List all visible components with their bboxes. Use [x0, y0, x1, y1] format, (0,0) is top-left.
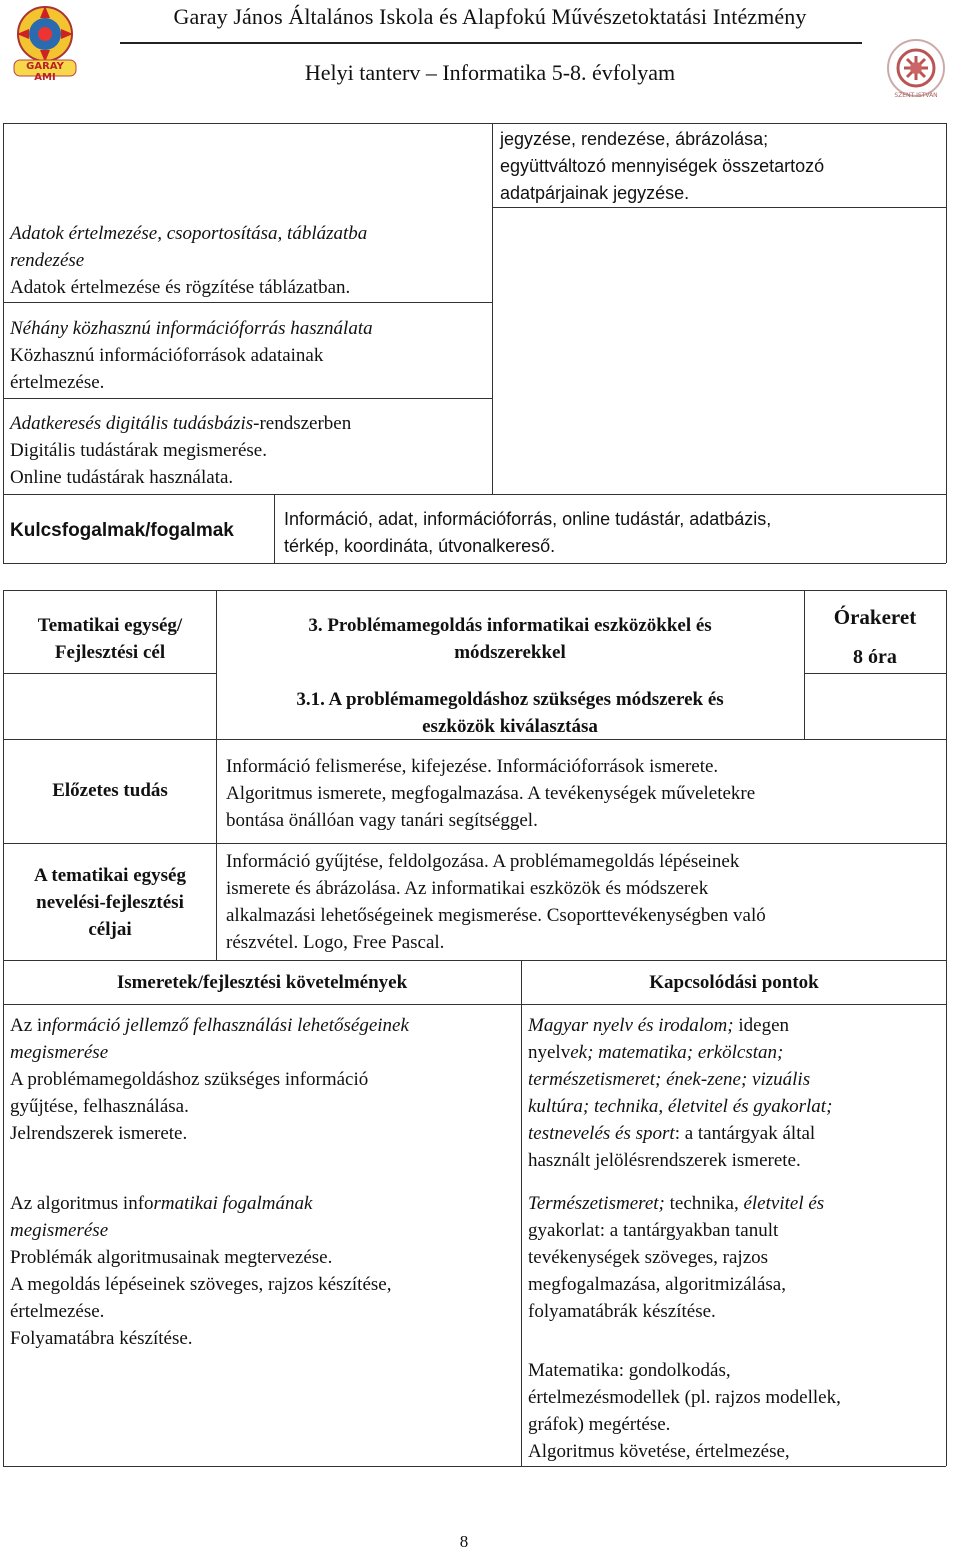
table2-hours-divider [804, 590, 805, 739]
conn-line: Matematika: gondolkodás, [528, 1360, 731, 1381]
conn-plain: nyelv [528, 1042, 571, 1063]
item-digital-search [10, 410, 488, 491]
table1-row-divider-2 [3, 398, 492, 399]
item-title [10, 410, 488, 437]
continuation-line: adatpárjainak jegyzése. [500, 183, 690, 203]
sub-theme-line: 3.1. A problémamegoldáshoz szükséges módszerek és [296, 689, 724, 710]
connections-header: Kapcsolódási pontok [649, 972, 819, 993]
conn-line [528, 1190, 944, 1217]
conn-line [528, 1012, 944, 1039]
page-number: 8 [459, 1532, 469, 1551]
conn-italic: Magyar nyelv és irodalom; [528, 1015, 734, 1036]
header-rule [120, 42, 862, 44]
prior-knowledge-text [226, 753, 942, 834]
conn-italic: életvitel és [743, 1193, 825, 1214]
prior-line: Információ felismerése, kifejezése. Információforrások ismerete. [226, 756, 719, 777]
table1-right-border [946, 123, 947, 563]
req-title-italic: nformáció jellemző felhasználási lehetőségeinek [42, 1015, 409, 1036]
req-title [10, 1012, 518, 1039]
table2-right-border [946, 590, 947, 1466]
table2-header-bottom [3, 1004, 946, 1005]
table1-row-divider-3 [3, 494, 946, 495]
req-body-line: Jelrendszerek ismerete. [10, 1123, 188, 1144]
req-body-line: Problémák algoritmusainak megtervezése. [10, 1247, 333, 1268]
conn-line: gráfok) megértése. [528, 1414, 671, 1435]
req-body-line: A problémamegoldáshoz szükséges információ [10, 1069, 369, 1090]
goals-line: ismerete és ábrázolása. Az informatikai eszközök és módszerek [226, 878, 709, 899]
table2-goals-bottom [3, 960, 946, 961]
table1-row-divider-1 [3, 302, 492, 303]
key-concepts-label: Kulcsfogalmak/fogalmak [10, 520, 234, 541]
connections-block-3 [528, 1357, 944, 1465]
item-data-interpretation [10, 220, 488, 301]
conn-line: kultúra; technika, életvitel és gyakorlat; [528, 1096, 833, 1117]
continuation-line: jegyzése, rendezése, ábrázolása; [500, 129, 769, 149]
theme-title-line: 3. Problémamegoldás informatikai eszközökkel és [308, 615, 712, 636]
conn-plain: : a tantárgyak által [674, 1123, 816, 1144]
table2-label-divider [216, 590, 217, 960]
key-concepts-text [284, 506, 944, 560]
conn-line: természetismeret; ének-zene; vizuális [528, 1069, 811, 1090]
req-body-line: értelmezése. [10, 1301, 105, 1322]
item-info-sources [10, 315, 488, 396]
connections-block-2 [528, 1190, 944, 1325]
item-body: Adatok értelmezése és rögzítése táblázatban. [10, 277, 351, 298]
req-title [10, 1190, 518, 1217]
school-logo [10, 4, 80, 83]
curriculum-subtitle: Helyi tanterv – Informatika 5-8. évfolyam [304, 60, 676, 85]
conn-line [528, 1120, 944, 1147]
logo-left-text: GARAY AMI [26, 61, 64, 83]
conn-line: értelmezésmodellek (pl. rajzos modellek, [528, 1387, 841, 1408]
goals-label-line: nevelési-fejlesztési [36, 892, 184, 913]
item-body: Digitális tudástárak megismerése. [10, 440, 267, 461]
conn-line: megfogalmazása, algoritmizálása, [528, 1274, 786, 1295]
conn-line: tevékenységek szöveges, rajzos [528, 1247, 769, 1268]
goals-text [226, 848, 942, 956]
continuation-line: együttváltozó mennyiségek összetartozó [500, 156, 825, 176]
item-title-rest: -rendszerben [253, 413, 352, 434]
goals-label [6, 862, 214, 943]
item-title: rendezése [10, 250, 85, 271]
table2-prior-bottom [3, 843, 946, 844]
conn-line: használt jelölésrendszerek ismerete. [528, 1150, 801, 1171]
connections-block-1 [528, 1012, 944, 1174]
req-body-line: Folyamatábra készítése. [10, 1328, 193, 1349]
table1-mid-border [492, 123, 493, 494]
req-title-plain: Az algoritmus info [10, 1193, 154, 1214]
requirements-block-info [10, 1012, 518, 1147]
table1-left-border [3, 123, 4, 563]
goals-line: részvétel. Logo, Free Pascal. [226, 932, 445, 953]
hours-value: 8 óra [853, 646, 897, 668]
logo-right-text: SZENT ISTVÁN [894, 92, 938, 99]
conn-line: gyakorlat: a tantárgyakban tanult [528, 1220, 779, 1241]
conn-italic: ek; matematika; erkölcstan; [570, 1042, 784, 1063]
table2-theme-bottom [3, 673, 216, 674]
table1-key-divider [274, 494, 275, 563]
hours-label: Órakeret [833, 605, 917, 629]
item-body: Online tudástárak használata. [10, 467, 234, 488]
table2-hours-bottom [804, 673, 946, 674]
table2-left-border [3, 590, 4, 1466]
req-title: megismerése [10, 1220, 109, 1241]
item-title: Néhány közhasznú információforrás használata [10, 318, 373, 339]
requirements-header: Ismeretek/fejlesztési követelmények [116, 972, 408, 993]
goals-label-line: A tematikai egység [34, 865, 186, 886]
key-line: Információ, adat, információforrás, online tudástár, adatbázis, [284, 509, 772, 529]
continuation-text [500, 126, 940, 207]
school-name: Garay János Általános Iskola és Alapfokú Művészetoktatási Intézmény [173, 4, 807, 29]
sub-theme-title [220, 686, 800, 740]
table1-right-divider [492, 207, 946, 208]
conn-plain: idegen [733, 1015, 790, 1036]
item-body: értelmezése. [10, 372, 105, 393]
goals-line: Információ gyűjtése, feldolgozása. A problémamegoldás lépéseinek [226, 851, 740, 872]
conn-line: folyamatábrák készítése. [528, 1301, 716, 1322]
key-line: térkép, koordináta, útvonalkereső. [284, 536, 556, 556]
prior-line: Algoritmus ismerete, megfogalmazása. A tevékenységek műveletekre [226, 783, 756, 804]
requirements-block-algorithm [10, 1190, 518, 1352]
conn-italic: testnevelés és sport [528, 1123, 675, 1144]
table1-top-border [3, 123, 946, 124]
right-emblem [884, 36, 948, 100]
theme-title-line: módszerekkel [454, 642, 566, 663]
req-title-italic: rmatikai fogalmának [153, 1193, 313, 1214]
table2-bottom-border [3, 1466, 946, 1467]
prior-knowledge-label: Előzetes tudás [52, 780, 168, 801]
theme-label [6, 612, 214, 666]
req-title: megismerése [10, 1042, 109, 1063]
table2-column-divider [521, 960, 522, 1466]
item-body: Közhasznú információforrások adatainak [10, 345, 324, 366]
prior-line: bontása önállóan vagy tanári segítséggel. [226, 810, 538, 831]
req-body-line: A megoldás lépéseinek szöveges, rajzos készítése, [10, 1274, 392, 1295]
req-title-plain: Az i [10, 1015, 43, 1036]
item-title-italic: Adatkeresés digitális tudásbázis [10, 413, 254, 434]
table1-bottom-border [3, 563, 946, 564]
item-title: Adatok értelmezése, csoportosítása, táblázatba [10, 223, 368, 244]
sub-theme-line: eszközök kiválasztása [422, 716, 598, 737]
goals-line: alkalmazási lehetőségeinek megismerése. Csoporttevékenységben való [226, 905, 766, 926]
theme-title [220, 612, 800, 666]
conn-line: Algoritmus követése, értelmezése, [528, 1441, 790, 1462]
conn-italic: Természetismeret; [528, 1193, 665, 1214]
req-body-line: gyűjtése, felhasználása. [10, 1096, 189, 1117]
conn-line [528, 1039, 944, 1066]
conn-plain: technika, [664, 1193, 744, 1214]
theme-label-line: Fejlesztési cél [54, 642, 166, 663]
goals-label-line: céljai [88, 919, 132, 940]
theme-label-line: Tematikai egység/ [37, 615, 183, 636]
